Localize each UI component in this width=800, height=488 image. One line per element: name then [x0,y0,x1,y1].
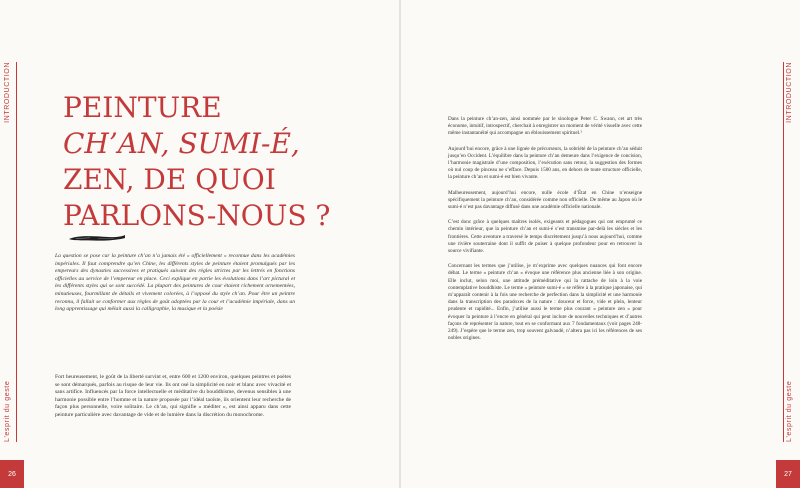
page-number-right: 27 [776,460,800,488]
brush-stroke-icon [68,233,126,243]
body-paragraph-right-1: Dans la peinture ch’an-zen, ainsi nommée par le sinologue Peter C. Swann, cet art très économe, intuitif, introspectif, cherchait à enregistrer un moment de vérité visuelle avec cette même instantanéité qui accompagne un éblouissement spirituel.¹ [448,116,642,137]
right-column [448,116,642,350]
page-number-left: 26 [0,460,24,488]
body-paragraph-left: Fort heureusement, le goût de la liberté survint et, entre 600 et 1200 environ, quelques peintres et poètes se sont démarqués, parfois au risque de leur vie. Ils ont osé la simplicité en noir et blanc avec vivacité et sans artifice. Influencés par la force intellectuelle et méditative du bouddhisme, devenus sensibles à une harmonie possible entre l’homme et la nature proposée par l’idéal taoïste, ils orientent leur recherche de façon plus personnelle, voire solitaire. Le ch’an, qui signifie « méditer », est ainsi apparu dans cette peinture particulière avec davantage de vide et de lumière dans la discrétion du monochrome. [55,374,291,418]
page-title [63,90,383,234]
body-paragraph-right-5: Concernant les termes que j’utilise, je m’exprime avec quelques nuances qui font encore débat. Le terme « peinture ch’an » évoque une référence plus ancienne liée à son origine. Elle inclut, selon moi, une attitude préméditative qui la rattache de loin à la voie contemplative bouddhiste. Le terme « peinture sumi-é » se réfère à la pratique japonaise, qui m’apparaît contenir à la fois une recherche de perfection dans la simplicité et une harmonie dans la transcription des paradoxes de la nature : douceur et force, vide et plein, lenteur prudente et rapidité... Enfin, j’utilise aussi le terme plus courant « peinture zen » pour évoquer la peinture à l’encre en général qui peut inclure de nouvelles techniques et d’autres façons de représenter la nature, tout en se conformant aux 7 fondamentaux (voir pages 248-249). J’espère que le terme zen, trop souvent galvaudé, n’altera pas ici les références de ses nobles origines. [448,263,642,342]
body-paragraph-right-4: C’est donc grâce à quelques maîtres isolés, exigeants et pédagogues qui ont emprunté ce chemin intérieur, que la peinture ch’an et sumi-é s’est transmise par-delà les siècles et les frontières. Cette aventure a traversé le temps discrètement jusqu’à nous aujourd’hui, comme une rivière souterraine dont il suffit de puiser à quelque profondeur pour en retrouver la source vivifiante. [448,219,642,255]
right-side-rule [783,62,784,442]
running-head-right: INTRODUCTION [786,62,793,123]
right-page [401,0,800,488]
title-line-1: PEINTURE [63,91,222,124]
side-title-right: L'esprit du geste [786,380,793,442]
intro-paragraph: La question se pose car la peinture ch’an n’a jamais été « officiellement » reconnue dans les académies impériales. Il faut comprendre qu’en Chine, les différents styles de peinture étaient promulgués par les empereurs des dynasties successives et pratiqués suivant des règles strictes par les lettrés en fonctions officielles au service de l’empereur en place. Ceci explique en partie les évolutions dans l’art pictural et les différents styles qui se sont succédé. La plupart des peintures de cour étaient richement ornementées, minutieuses, fourmillant de détails et vivement colorées, à l’opposé du style ch’an. Pour être un peintre reconnu, il fallait se conformer aux règles de goût adoptées par la cour et l’académie impériale, dans un long apprentissage qui mêlait aussi la calligraphie, la musique et la poésie [55,253,295,313]
title-line-4: PARLONS-NOUS ? [63,199,331,232]
title-line-3: ZEN, DE QUOI [63,163,276,196]
title-line-2: CH’AN, SUMI-É, [63,127,300,160]
body-paragraph-right-2: Aujourd’hui encore, grâce à une lignée de précurseurs, la sobriété de la peinture ch’an séduit jusqu’en Occident. L’équilibre dans la peinture ch’an demeure dans l’exigence de concision, l’harmonie magistrale d’une composition, l’exécution sans retour, la suggestion des formes où nul coup de pinceau ne s’efface. Depuis 1500 ans, en dehors de toute structure officielle, la peinture ch’an et sumi-é est bien vivante. [448,145,642,181]
body-paragraph-right-3: Malheureusement, aujourd’hui encore, nulle école d’État en Chine n’enseigne spécifiquement la peinture ch’an, considérée comme non officielle. De même au Japon où le sumi-é n’est pas davantage diffusé dans une académie officielle nationale. [448,189,642,211]
left-page [0,0,399,488]
running-head-left: INTRODUCTION [4,62,11,123]
left-side-rule [16,62,17,442]
side-title-left: L'esprit du geste [4,380,11,442]
